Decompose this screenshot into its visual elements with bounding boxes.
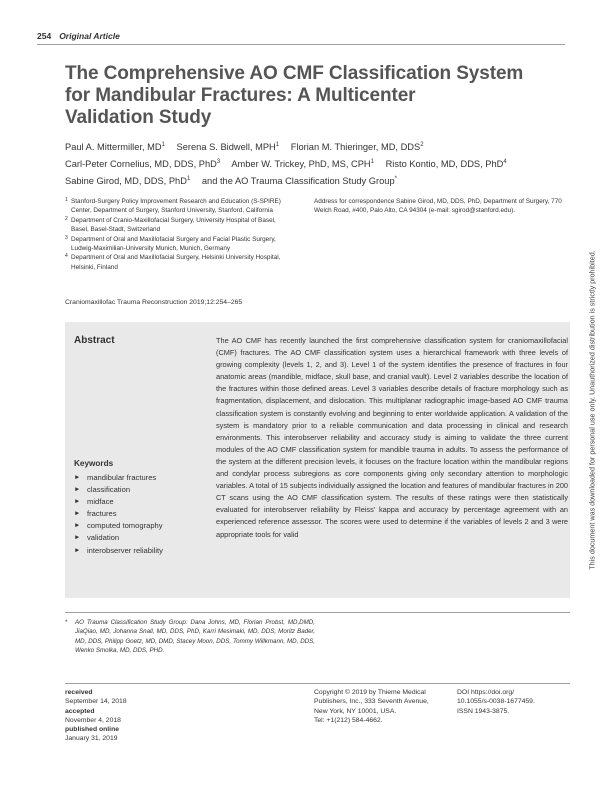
study-group-footnote <box>65 618 315 655</box>
abstract-heading: Abstract <box>74 335 115 346</box>
keyword-item: ► interobserver reliability <box>74 545 204 557</box>
keywords-heading: Keywords <box>74 459 114 468</box>
published-label: published online <box>65 726 119 734</box>
author: Sabine Girod, MD, DDS, PhD$^1$ <box>65 176 191 186</box>
footnote-marker: * <box>65 619 68 626</box>
arrow-right-icon: ► <box>74 510 81 518</box>
title-line: for Mandibular Fractures: A Multicenter <box>65 85 416 106</box>
issn: ISSN 1943-3875. <box>457 707 510 715</box>
arrow-right-icon: ► <box>74 486 81 494</box>
keyword-item: ► fractures <box>74 508 204 520</box>
arrow-right-icon: ► <box>74 498 81 506</box>
author: Amber W. Trickey, PhD, MS, CPH$^1$ <box>231 159 374 169</box>
accepted-label: accepted <box>65 707 95 715</box>
keywords-list <box>74 472 204 557</box>
author: Paul A. Mittermiller, $MD^1$ <box>65 142 165 152</box>
page-number: 254 <box>37 31 52 41</box>
keyword-item: ► validation <box>74 532 204 544</box>
keyword-item: ► computed tomography <box>74 520 204 532</box>
arrow-right-icon: ► <box>74 522 81 530</box>
affiliations <box>65 197 295 272</box>
correspondence-address: Address for correspondence Sabine Girod, MD, DDS, PhD, Department of Surgery, 770 Welch Road, #400, Palo Alto, CA 94304 (e-mail: sgirod@stanford.edu). <box>314 198 562 215</box>
affiliation-item: 3 Department of Oral and Maxillofacial Surgery and Facial Plastic Surgery, Ludwig-Maximilian-University Munich, Munich, Germany <box>65 234 276 253</box>
abstract-text: The AO CMF has recently launched the first comprehensive classification system for craniomaxillofacial (CMF) fractures. The AO CMF classification system uses a hierarchical framework with three levels of growing complexity (levels 1, 2, and 3). Level 1 of the system identifies the presence of fractures in four anatomic areas (mandible, midface, skull base, and cranial vault). Level 2 variables describe the location of the fractures within those defined areas. Level 3 variables describe details of fracture morphology such as fragmentation, displacement, and dislocation. This multiplanar radiographic image-based AO CMF trauma classification system is constantly evolving and beginning to enter worldwide application. A validation of the system is mandatory prior to a reliable communication and data processing in clinical and research environments. This interobserver reliability and accuracy study is aiming to validate the three current modules of the AO CMF classification system for mandible trauma in adults. To assess the performance of the system at the different precision levels, it focuses on the fracture location within the mandibular regions and condylar process subregions as core components giving only secondary attention to morphologic variables. A total of 15 subjects individually assigned the location and features of mandibular fractures in 200 CT scans using the AO CMF classification system. The results of these ratings were then statistically evaluated for interobserver reliability by Fleiss' kappa and accuracy by percentage agreement with an experienced reference assessor. The scores were used to determine if the variables of levels 2 and 3 were appropriate tools for valid <box>216 336 568 539</box>
doi-link[interactable]: DOI https://doi.org/ <box>457 689 515 696</box>
received-label: received <box>65 689 93 696</box>
keyword-item: ► classification <box>74 484 204 496</box>
author: Florian M. Thieringer, MD, DDS$^2$ <box>290 142 424 152</box>
author-list <box>65 138 575 189</box>
author: Risto Kontio, MD, DDS, PhD$^4$ <box>385 159 507 169</box>
download-notice: This document was downloaded for personal use only. Unauthorized distribution is strictly prohibited. <box>587 250 597 570</box>
received-date: September 14, 2018 <box>65 698 127 706</box>
author: Carl-Peter Cornelius, MD, DDS, PhD$^3$ <box>65 159 221 169</box>
accepted-date: November 4, 2018 <box>65 716 121 724</box>
header-divider <box>37 44 565 45</box>
article-type: Original Article <box>59 31 120 41</box>
study-group-author: and the AO Trauma Classification Study Group* <box>201 176 397 186</box>
title-line: Validation Study <box>65 107 212 128</box>
arrow-right-icon: ► <box>74 534 81 542</box>
title-line: The Comprehensive AO CMF Classification System <box>65 63 524 84</box>
footnote-text: AO Trauma Classification Study Group: Dana Johns, MD, Florian Probst, MD,DMD, JiaQiao, MD, Johanna Snall, MD, DDS, PhD, Karri Mesimaki, MD, DDS, Moritz Bader, MD, DDS, Philipp Goetz, MD, DMD, Stacey Moon, DDS, Tommy Willkmann, MD, DDS, Wenko Smolka, MD, DDS, PHD. <box>75 619 315 654</box>
affiliation-item: 4 Department of Oral and Maxillofacial Surgery, Helsinki University Hospital, Helsinki, Finland <box>65 253 281 271</box>
article-title <box>65 63 545 129</box>
journal-citation: Craniomaxillofac Trauma Reconstruction 2019;12:254–265 <box>65 299 243 306</box>
copyright-notice: Copyright © 2019 by Thieme Medical Publishers, Inc., 333 Seventh Avenue, New York, NY 10001, USA. Tel: +1(212) 584-4662. <box>314 689 429 724</box>
doi-number: 10.1055/s-0038-1677459. <box>457 698 535 706</box>
footnote-divider <box>65 612 570 613</box>
arrow-right-icon: ► <box>74 546 81 554</box>
arrow-right-icon: ► <box>74 474 81 481</box>
published-date: January 31, 2019 <box>65 735 118 743</box>
affiliation-item: 1 Stanford-Surgery Policy Improvement Research and Education (S-SPIRE) Center, Department of Surgery, Stanford University, Stanford, California <box>65 197 281 215</box>
keyword-item: ► midface <box>74 496 204 508</box>
running-header <box>37 31 120 41</box>
footer-divider <box>65 683 570 684</box>
keyword-item: ► mandibular fractures <box>74 472 204 484</box>
affiliation-item: 2 Department of Cranio-Maxillofacial Surgery, University Hospital of Basel, Basel, Basel-Stadt, Switzerland <box>65 215 276 234</box>
doi-issn <box>457 688 572 716</box>
author: Serena S. Bidwell, MPH$^1$ <box>176 142 280 152</box>
publication-dates <box>65 688 127 744</box>
